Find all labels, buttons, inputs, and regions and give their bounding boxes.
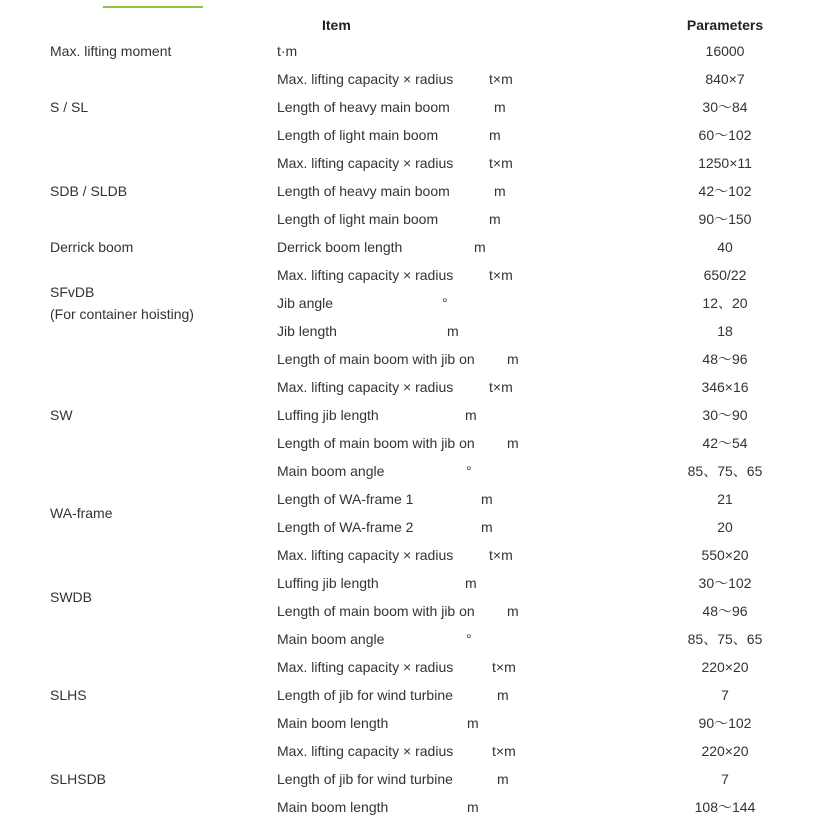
row-value: 30～90	[702, 407, 748, 423]
row-item: Main boom length	[277, 715, 389, 731]
group-label-line: SW	[50, 407, 73, 423]
row-item: Length of main boom with jib on	[277, 435, 475, 451]
row-value: 90～102	[698, 715, 752, 731]
row-item: Jib angle	[277, 295, 334, 311]
row-value: 12、20	[702, 295, 748, 311]
table-row	[0, 541, 817, 569]
row-item: Length of main boom with jib on	[277, 603, 475, 619]
row-item: Max. lifting capacity × radius	[277, 267, 454, 283]
row-value: 20	[717, 519, 733, 535]
header-parameters: Parameters	[686, 17, 764, 33]
row-item: Derrick boom length	[277, 239, 403, 255]
table-row	[0, 289, 817, 317]
row-item: Length of jib for wind turbine	[277, 771, 453, 787]
row-value: 108～144	[694, 799, 756, 815]
group-label-line: SFvDB	[50, 284, 95, 300]
row-unit: m	[447, 323, 459, 339]
row-item: Length of WA-frame 1	[277, 491, 414, 507]
table-row	[0, 149, 817, 177]
row-value: 90～150	[698, 211, 752, 227]
group-label-line: SDB / SLDB	[50, 183, 128, 199]
row-unit: m	[481, 519, 493, 535]
table-row	[0, 401, 817, 429]
row-value: 30～102	[698, 575, 752, 591]
table-row	[0, 37, 817, 65]
row-item: Main boom angle	[277, 463, 385, 479]
row-item: Length of light main boom	[277, 211, 439, 227]
row-unit: t×m	[489, 379, 513, 395]
row-unit: m	[507, 603, 519, 619]
row-item: Jib length	[277, 323, 337, 339]
group-label-line: SLHSDB	[50, 771, 107, 787]
table-row	[0, 513, 817, 541]
table-row	[0, 653, 817, 681]
row-item: Max. lifting capacity × radius	[277, 659, 454, 675]
row-item: Length of light main boom	[277, 127, 439, 143]
row-value: 30～84	[702, 99, 748, 115]
table-row	[0, 373, 817, 401]
row-value: 48～96	[702, 603, 748, 619]
row-value: 48～96	[702, 351, 748, 367]
table-row	[0, 597, 817, 625]
table-row	[0, 569, 817, 597]
row-unit: m	[497, 687, 509, 703]
row-item: Length of heavy main boom	[277, 99, 450, 115]
row-value: 21	[717, 491, 733, 507]
row-unit: t×m	[489, 71, 513, 87]
row-value: 220×20	[701, 659, 749, 675]
row-value: 18	[717, 323, 733, 339]
row-unit: m	[465, 575, 477, 591]
group-label-line: Max. lifting moment	[50, 43, 172, 59]
table-row	[0, 457, 817, 485]
row-unit: °	[466, 463, 472, 479]
table-row	[0, 93, 817, 121]
row-item: Max. lifting capacity × radius	[277, 155, 454, 171]
row-item: Length of WA-frame 2	[277, 519, 414, 535]
table-row	[0, 65, 817, 93]
table-row	[0, 793, 817, 821]
row-unit: t×m	[492, 743, 516, 759]
row-unit: °	[442, 295, 448, 311]
row-unit: m	[465, 407, 477, 423]
table-row	[0, 681, 817, 709]
row-value: 7	[721, 771, 729, 787]
row-value: 1250×11	[698, 155, 752, 171]
row-unit: t×m	[489, 547, 513, 563]
table-row	[0, 765, 817, 793]
row-value: 220×20	[701, 743, 749, 759]
row-unit: m	[494, 99, 506, 115]
row-unit: m	[474, 239, 486, 255]
header-item: Item	[322, 17, 351, 33]
row-unit: t×m	[489, 267, 513, 283]
table-row	[0, 317, 817, 345]
table-row	[0, 177, 817, 205]
row-value: 16000	[705, 43, 745, 59]
table-row	[0, 429, 817, 457]
row-unit: m	[507, 351, 519, 367]
row-unit: m	[489, 127, 501, 143]
row-value: 550×20	[701, 547, 749, 563]
row-unit: °	[466, 631, 472, 647]
row-item: Main boom length	[277, 799, 389, 815]
row-item: Length of heavy main boom	[277, 183, 450, 199]
row-item: Length of main boom with jib on	[277, 351, 475, 367]
table-row	[0, 233, 817, 261]
row-item: Luffing jib length	[277, 575, 379, 591]
group-label-line: SWDB	[50, 589, 92, 605]
table-row	[0, 261, 817, 289]
row-unit: m	[467, 715, 479, 731]
row-item: Max. lifting capacity × radius	[277, 379, 454, 395]
table-row	[0, 625, 817, 653]
row-value: 840×7	[705, 71, 745, 87]
group-label-line: (For container hoisting)	[50, 306, 194, 322]
row-unit: t×m	[492, 659, 516, 675]
row-unit: m	[481, 491, 493, 507]
table-row	[0, 121, 817, 149]
row-item: Main boom angle	[277, 631, 385, 647]
accent-underline	[103, 6, 203, 8]
group-label-line: WA-frame	[50, 505, 113, 521]
row-item: Length of jib for wind turbine	[277, 687, 453, 703]
group-label-line: SLHS	[50, 687, 87, 703]
row-value: 85、75、65	[687, 631, 763, 647]
row-value: 42～102	[698, 183, 752, 199]
row-unit: m	[494, 183, 506, 199]
row-unit: m	[467, 799, 479, 815]
table-row	[0, 485, 817, 513]
table-row	[0, 737, 817, 765]
row-item: Max. lifting capacity × radius	[277, 71, 454, 87]
row-unit: m	[507, 435, 519, 451]
row-value: 40	[717, 239, 733, 255]
group-label-line: S / SL	[50, 99, 89, 115]
row-value: 85、75、65	[687, 463, 763, 479]
row-value: 42～54	[702, 435, 748, 451]
row-item: Max. lifting capacity × radius	[277, 547, 454, 563]
row-value: 346×16	[701, 379, 749, 395]
row-value: 650/22	[703, 267, 747, 283]
table-row	[0, 205, 817, 233]
row-unit: t×m	[489, 155, 513, 171]
row-item: t·m	[277, 43, 298, 59]
table-row	[0, 709, 817, 737]
row-unit: m	[489, 211, 501, 227]
row-item: Max. lifting capacity × radius	[277, 743, 454, 759]
row-unit: m	[497, 771, 509, 787]
row-value: 7	[721, 687, 729, 703]
group-label-line: Derrick boom	[50, 239, 134, 255]
table-row	[0, 345, 817, 373]
row-item: Luffing jib length	[277, 407, 379, 423]
row-value: 60～102	[698, 127, 752, 143]
